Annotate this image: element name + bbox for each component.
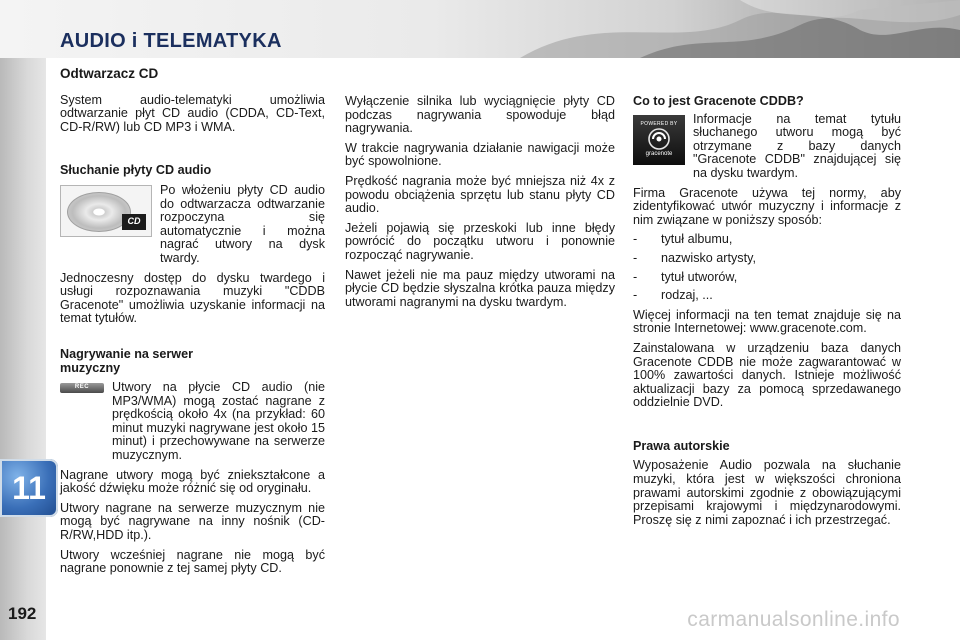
info-list [633,233,901,302]
left-margin-bar [0,58,46,640]
gracenote-swirl-icon [647,127,671,151]
header-banner [0,0,960,58]
gracenote-heading: Co to jest Gracenote CDDB? [633,94,804,108]
gracenote-logo [633,115,685,165]
list-item: - nazwisko artysty, [633,250,756,265]
record-paragraph-1: Utwory na płycie CD audio (nie MP3/WMA) mogą zostać nagrane z prędkością około 4x (na przykład: 60 minut muzyki nagrywane jest około 15 minut) i przechowywane na serwerze muzycznym. [112,380,325,463]
gracenote-access-paragraph: Jednoczesny dostęp do dysku twardego i usługi rozpoznawania muzyki "CDDB Gracenote" umożliwia uzyskanie informacji na temat tytułów. [60,270,325,326]
banner-swirl-decoration [480,0,960,58]
page-number: 192 [8,604,37,623]
chapter-tab: 11 [0,459,58,517]
copyright-heading: Prawa autorskie [633,438,730,453]
listen-heading: Słuchanie płyty CD audio [60,163,212,178]
listen-paragraph: Po włożeniu płyty CD audio do odtwarzacza odtwarzanie rozpoczyna się automatycznie i można nagrać utwory na dysk twardy. [160,182,325,265]
speed-paragraph: Prędkość nagrania może być mniejsza niż 4x z powodu obciążenia sprzętu lub stanu płyty CD audio. [345,173,615,216]
pause-paragraph: Nawet jeżeli nie ma pauz między utworami na płycie CD będzie słyszalna krótka pauza między utworami nagranymi na dysku twardym. [345,267,615,309]
listen-block [60,184,325,272]
record-block [60,381,325,469]
navigation-paragraph: W trakcie nagrywania działanie nawigacji może być spowolnione. [345,140,615,169]
column-right [633,95,901,533]
more-info-paragraph: Więcej informacji na ten temat znajduje się na stronie Internetowej: www.gracenote.com. [633,307,901,336]
installed-db-paragraph: Zainstalowana w urządzeniu baza danych Gracenote CDDB nie może zagwarantować w 100% zawartości danych. Istnieje możliwość aktualizacji bazy za pomocą sprzedawanego oddzielnie DVD. [633,340,901,410]
gracenote-block [633,113,901,187]
cd-image [60,185,152,237]
intro-paragraph: System audio-telematyki umożliwia odtwarzanie płyt CD audio (CDDA, CD-Text, CD-R/RW) lub CD MP3 i WMA. [60,92,325,134]
skip-paragraph: Jeżeli pojawią się przeskoki lub inne błędy powrócić do początku utworu i ponownie rozpocząć nagrywanie. [345,220,615,262]
page-header-title: AUDIO i TELEMATYKA [60,30,282,52]
list-item: - rodzaj, ... [633,288,713,303]
norm-paragraph: Firma Gracenote używa tej normy, aby zidentyfikować utwór muzyczny i informacje z nim związane w poniższy sposób: [633,185,901,227]
record-heading: Nagrywanie na serwer muzyczny [60,346,193,375]
engine-off-paragraph: Wyłączenie silnika lub wyciągnięcie płyty CD podczas nagrywania spowoduje błąd nagrywania. [345,94,615,136]
record-paragraph-3: Utwory nagrane na serwerze muzycznym nie mogą być nagrywane na inny nośnik (CD-R/RW,HDD itp.). [60,500,325,543]
column-left [60,67,325,582]
rec-button-icon: REC [60,383,104,393]
list-item: - tytuł utworów, [633,269,738,284]
gracenote-logo-word: gracenote [645,151,673,157]
list-item: - tytuł albumu, [633,232,733,247]
record-paragraph-2: Nagrane utwory mogą być zniekształcone a jakość dźwięku może różnić się od oryginału. [60,467,325,496]
cd-logo-icon: CD [122,214,146,230]
gracenote-paragraph: Informacje na temat tytułu słuchanego utworu mogą być otrzymane z bazy danych "Gracenote CDDB" znajdującej się na dysku twardym. [693,111,901,180]
column-middle [345,95,615,315]
copyright-paragraph: Wyposażenie Audio pozwala na słuchanie muzyki, która jest w większości chroniona prawami autorskimi zgodnie z obowiązującymi przepisami krajowymi i międzynarodowymi. Proszę się z nimi zapoznać i ich przestrzegać. [633,458,901,527]
watermark: carmanualsonline.info [687,608,900,631]
record-paragraph-4: Utwory wcześniej nagrane nie mogą być nagrane ponownie z tej samej płyty CD. [60,547,325,576]
section-title: Odtwarzacz CD [60,66,159,81]
gracenote-logo-powered: POWERED BY [640,120,678,127]
